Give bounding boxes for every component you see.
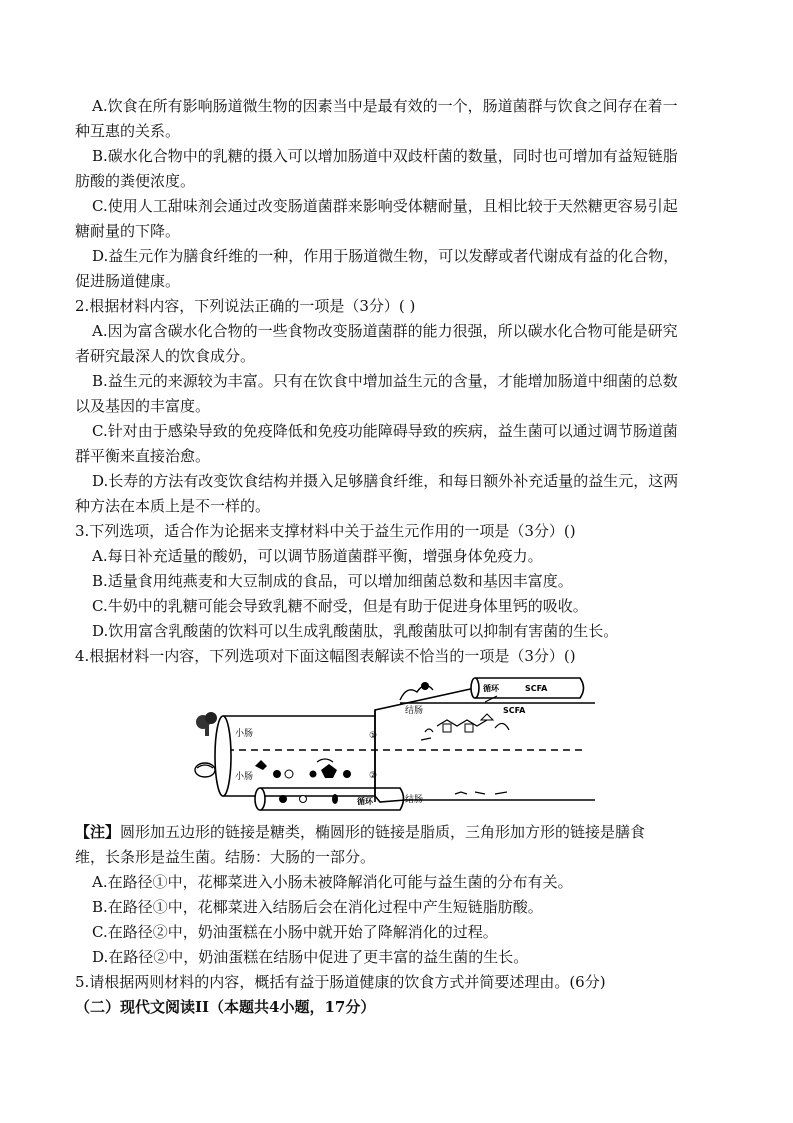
- q1-option-a-line2: 种互惠的关系。: [75, 122, 181, 140]
- q1-option-b-line1: B.碳水化合物中的乳糖的摄入可以增加肠道中双歧杆菌的数量，同时也可增加有益短链脂: [92, 147, 678, 165]
- q3-option-c: C.牛奶中的乳糖可能会导致乳糖不耐受，但是有助于促进身体里钙的吸收。: [92, 597, 588, 615]
- circulation-upper-end: [471, 678, 479, 698]
- q1-option-d-line1: D.益生元作为膳食纤维的一种，作用于肠道微生物，可以发酵或者代谢成有益的化合物，: [92, 247, 679, 265]
- q2-option-d-line1: D.长寿的方法有改变饮食结构并摄入足够膳食纤维，和每日额外补充适量的益生元，这两: [92, 472, 679, 490]
- q4-note-text: 圆形加五边形的链接是糖类，椭圆形的链接是脂质，三角形加方形的链接是膳食: [120, 823, 646, 841]
- small-intestine-tube: [223, 716, 378, 796]
- q1-option-d-line2: 促进肠道健康。: [75, 272, 181, 290]
- label-colon-top: 结肠: [405, 706, 424, 716]
- q4-option-c: C.在路径②中，奶油蛋糕在小肠中就开始了降解消化的过程。: [92, 923, 498, 941]
- q3-option-a: A.每日补充适量的酸奶，可以调节肠道菌群平衡，增强身体免疫力。: [92, 547, 543, 565]
- label-small-intestine-bottom: 小肠: [235, 772, 254, 782]
- q4-note-tag: 【注】: [75, 823, 121, 841]
- food-pieces-icon: [400, 682, 433, 700]
- q4-option-b: B.在路径①中，花椰菜进入结肠后会在消化过程中产生短链脂肪酸。: [92, 898, 543, 916]
- label-circulation-bottom: 循环: [357, 797, 373, 806]
- q1-option-c-line1: C.使用人工甜味剂会通过改变肠道菌群来影响受体糖耐量，且相比较于天然糖更容易引起: [92, 197, 678, 215]
- q5-stem: 5.请根据两则材料的内容，概括有益于肠道健康的饮食方式并简要述理由。(6分): [75, 973, 606, 991]
- scfa-arrow: [485, 696, 497, 702]
- q2-option-a-line2: 者研究最深人的饮食成分。: [75, 347, 256, 365]
- q3-stem: 3.下列选项，适合作为论据来支撑材料中关于益生元作用的一项是（3分）(): [75, 522, 576, 540]
- circulation-lower-end: [255, 788, 265, 810]
- q4-option-d: D.在路径②中，奶油蛋糕在结肠中促进了更丰富的益生菌的生长。: [92, 948, 529, 966]
- q4-note-line1: [75, 822, 645, 842]
- q3-option-d: D.饮用富含乳酸菌的饮料可以生成乳酸菌肽，乳酸菌肽可以抑制有害菌的生长。: [92, 622, 619, 640]
- q1-option-a-line1: A.饮食在所有影响肠道微生物的因素当中是最有效的一个，肠道菌群与饮食之间存在着一: [92, 97, 678, 115]
- label-scfa-mid: SCFA: [503, 706, 526, 715]
- junction-lower: [375, 796, 405, 802]
- lower-molecule: [300, 796, 307, 803]
- q2-option-c-line1: C.针对由于感染导致的免疫降低和免疫功能障碍导致的疾病，益生菌可以通过调节肠道菌: [92, 422, 678, 440]
- label-colon-bottom: 结肠: [405, 795, 424, 805]
- q2-option-c-line2: 群平衡来直接治愈。: [75, 447, 211, 465]
- q2-option-d-line2: 种方法在本质上是不一样的。: [75, 497, 271, 515]
- q2-option-b-line2: 以及基因的丰富度。: [75, 397, 211, 415]
- q1-option-c-line2: 糖耐量的下降。: [75, 222, 181, 240]
- label-circulation-top: 循环: [483, 684, 499, 693]
- q2-option-b-line1: B.益生元的来源较为丰富。只有在饮食中增加益生元的含量，才能增加肠道中细菌的总数: [92, 372, 678, 390]
- q4-stem: 4.根据材料一内容，下列选项对下面这幅图表解读不恰当的一项是（3分）(): [75, 647, 576, 665]
- q4-option-a: A.在路径①中，花椰菜进入小肠未被降解消化可能与益生菌的分布有关。: [92, 873, 573, 891]
- q2-option-a-line1: A.因为富含碳水化合物的一些食物改变肠道菌群的能力很强，所以碳水化合物可能是研究: [92, 322, 678, 340]
- label-path-1: ①: [369, 731, 378, 741]
- lower-molecule: [332, 794, 338, 804]
- small-intestine-opening: [215, 716, 231, 796]
- bacteria-marks: [455, 792, 507, 794]
- label-small-intestine-top: 小肠: [235, 729, 254, 739]
- fiber-molecules: [421, 714, 509, 740]
- lower-molecule: [279, 795, 287, 803]
- section2-title: （二）现代文阅读II（本题共4小题，17分）: [75, 998, 376, 1016]
- q2-stem: 2.根据材料内容，下列说法正确的一项是（3分）( ): [75, 297, 416, 315]
- label-path-2: ②: [369, 771, 378, 781]
- q1-option-b-line2: 肪酸的粪便浓度。: [75, 172, 196, 190]
- junction-upper: [375, 688, 475, 716]
- q4-note-line2: 维，长条形是益生菌。结肠：大肠的一部分。: [75, 848, 376, 866]
- label-scfa-top: SCFA: [525, 684, 548, 693]
- digestion-diagram: [185, 670, 595, 815]
- cake-molecules: [255, 759, 351, 778]
- cake-icon: [195, 763, 215, 777]
- q3-option-b: B.适量食用纯燕麦和大豆制成的食品，可以增加细菌总数和基因丰富度。: [92, 572, 573, 590]
- broccoli-icon: [196, 712, 217, 736]
